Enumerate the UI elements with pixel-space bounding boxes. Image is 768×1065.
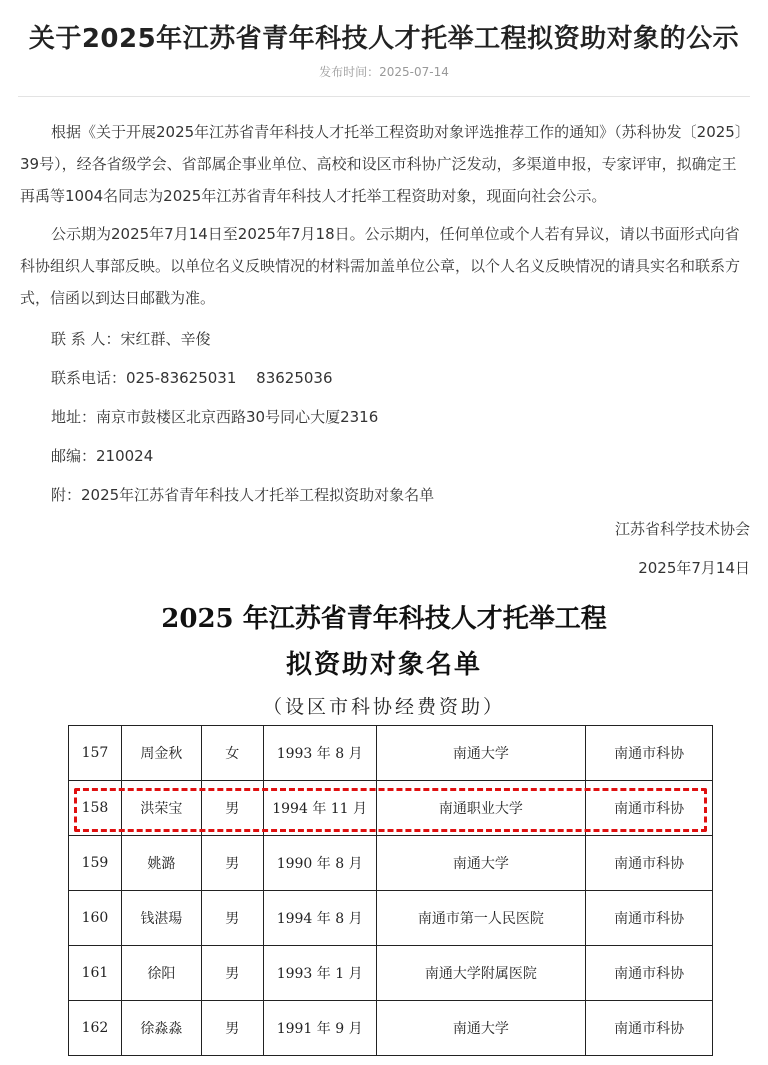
row-funder: 南通市科协 [586, 836, 713, 891]
row-number: 157 [69, 726, 122, 781]
signature-date: 2025年7月14日 [638, 559, 750, 577]
recipients-table [68, 725, 713, 1056]
row-number: 160 [69, 891, 122, 946]
list-title-line-1: 2025 年江苏省青年科技人才托举工程 [161, 604, 607, 634]
row-name: 徐淼淼 [121, 1001, 201, 1056]
row-birth: 1993 年 1 月 [263, 946, 376, 1001]
table-row [69, 946, 713, 1001]
list-title-line-2: 拟资助对象名单 [285, 650, 482, 680]
row-funder: 南通市科协 [586, 946, 713, 1001]
row-funder: 南通市科协 [586, 781, 713, 836]
row-gender: 男 [201, 946, 263, 1001]
row-gender: 女 [201, 726, 263, 781]
row-number: 161 [69, 946, 122, 1001]
contact-phone: 联系电话：025-83625031 83625036 [51, 369, 333, 387]
highlight-box [74, 788, 707, 832]
table-row [69, 836, 713, 891]
table-row [69, 891, 713, 946]
attachment-link: 附：2025年江苏省青年科技人才托举工程拟资助对象名单 [51, 486, 435, 504]
row-number: 159 [69, 836, 122, 891]
row-gender: 男 [201, 781, 263, 836]
row-name: 徐阳 [121, 946, 201, 1001]
row-name: 洪荣宝 [121, 781, 201, 836]
row-unit: 南通大学 [376, 1001, 586, 1056]
row-name: 钱湛瑒 [121, 891, 201, 946]
signature-org: 江苏省科学技术协会 [614, 520, 750, 538]
row-number: 162 [69, 1001, 122, 1056]
row-funder: 南通市科协 [586, 1001, 713, 1056]
row-birth: 1991 年 9 月 [263, 1001, 376, 1056]
table-row [69, 1001, 713, 1056]
contact-person: 联 系 人：宋红群、辛俊 [51, 330, 211, 348]
title-divider [18, 96, 750, 97]
row-name: 姚潞 [121, 836, 201, 891]
body-paragraph-2: 公示期为2025年7月14日至2025年7月18日。公示期内，任何单位或个人若有异议，请以书面形式向省科协组织人事部反映。以单位名义反映情况的材料需加盖单位公章，以个人名义反映情况的请具实名和联系方式，信函以到达日邮戳为准。 [20, 225, 741, 307]
list-subtitle: （设区市科协经费资助） [262, 696, 505, 718]
article-title: 关于2025年江苏省青年科技人才托举工程拟资助对象的公示 [28, 24, 740, 54]
row-funder: 南通市科协 [586, 891, 713, 946]
row-unit: 南通大学 [376, 836, 586, 891]
row-birth: 1994 年 8 月 [263, 891, 376, 946]
article-body [20, 116, 750, 515]
table-row [69, 726, 713, 781]
body-paragraph-1: 根据《关于开展2025年江苏省青年科技人才托举工程资助对象评选推荐工作的通知》（苏科协发〔2025〕39号），经各省级学会、省部属企事业单位、高校和设区市科协广泛发动，多渠道申报，专家评审，拟确定王再禹等1004名同志为2025年江苏省青年科技人才托举工程资助对象，现面向社会公示。 [20, 123, 750, 205]
row-birth: 1993 年 8 月 [263, 726, 376, 781]
row-unit: 南通大学附属医院 [376, 946, 586, 1001]
publish-date: 发布时间：2025-07-14 [319, 65, 449, 79]
row-number: 158 [69, 781, 122, 836]
row-unit: 南通职业大学 [376, 781, 586, 836]
row-gender: 男 [201, 836, 263, 891]
row-name: 周金秋 [121, 726, 201, 781]
row-funder: 南通市科协 [586, 726, 713, 781]
row-gender: 男 [201, 891, 263, 946]
row-unit: 南通市第一人民医院 [376, 891, 586, 946]
contact-address: 地址：南京市鼓楼区北京西路30号同心大厦2316 [51, 408, 379, 426]
row-unit: 南通大学 [376, 726, 586, 781]
row-birth: 1990 年 8 月 [263, 836, 376, 891]
row-gender: 男 [201, 1001, 263, 1056]
contact-postcode: 邮编：210024 [51, 447, 154, 465]
row-birth: 1994 年 11 月 [263, 781, 376, 836]
